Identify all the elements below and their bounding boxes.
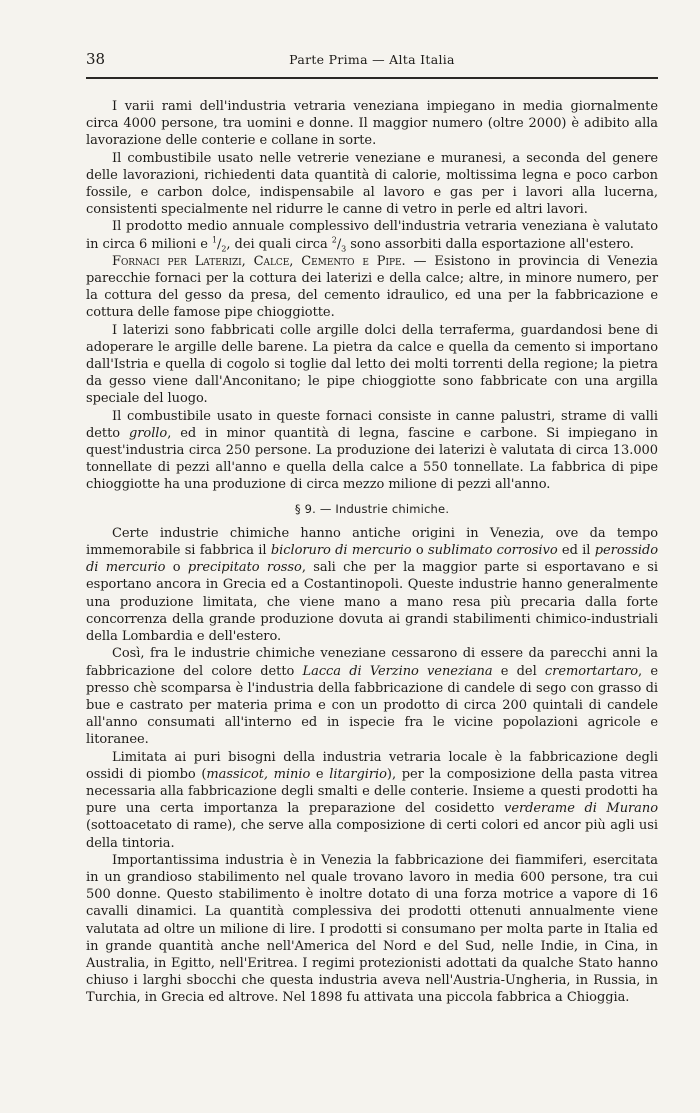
running-head: Parte Prima — Alta Italia <box>289 52 455 67</box>
italic-term: perossido di mercurio <box>86 543 658 576</box>
italic-term: bicloruro di mercurio <box>270 543 412 559</box>
paragraph-ceased-industries <box>86 645 658 748</box>
italic-term: precipitato rosso <box>187 560 302 576</box>
text-run: , e presso chè scomparsa è l'industria della fabbricazione di candele di sego con grasso di bue e castrato per materia prima e con un prodotto di circa 200 quintali di candele all'anno consumati all'interno ed in ispecie fra le vicine popolazioni agricole e litoranee. <box>86 663 659 748</box>
page-header <box>86 50 658 72</box>
paragraph-chemical-origins <box>86 525 658 645</box>
text-run: (sottoacetato di rame), che serve alla composizione di certi colori ed ancor più agli usi della tintoria. <box>86 818 658 851</box>
text-run: ), per la composizione della pasta vitrea necessaria alla fabbricazione degli smalti e delle conterie. Insieme a questi prodotti ha pure una certa importanza la preparazione del cosidetto <box>86 766 658 817</box>
text-run: e del <box>492 663 545 679</box>
paragraph-glass-fuel: Il combustibile usato nelle vetrerie veneziane e muranesi, a seconda del genere delle lavorazioni, richiedenti data quantità di calorie, moltissima legna e poco carbon fossile, e carbon dolce, indispensabile al lavoro e gas per i lavori alla lucerna, consistenti specialmente nel ridurre le canne di vetro in perle ed altri lavori. <box>86 150 658 218</box>
text-run: sono assorbiti dalla esportazione all'estero. <box>346 236 634 252</box>
text-run: Limitata ai puri bisogni della industria vetraria locale è la fabbricazione degli ossidi di piombo ( <box>86 749 658 782</box>
italic-term: sublimato corrosivo <box>427 543 558 559</box>
paragraph-furnace-fuel <box>86 408 658 494</box>
italic-term: grollo <box>128 425 168 441</box>
text-run: , sali che per la maggior parte si esportavano e si esportano ancora in Grecia ed a Costantinopoli. Queste industrie hanno generalmente una produzione limitata, che viene mano a mano resa più precaria dalla forte concorrenza della grande produzione dovuta ai grandi stabilimenti chimico-industriali della Lombardia e dell'estero. <box>86 560 659 645</box>
text-run: e <box>310 766 330 782</box>
italic-term: litargirio <box>329 766 387 782</box>
text-run: Il combustibile usato in queste fornaci consiste in canne palustri, strame di valli detto <box>86 408 658 441</box>
text-run: , ed in minor quantità di legna, fascine e carbone. Si impiegano in quest'industria circa 250 persone. La produzione dei laterizi è valutata di circa 13.000 tonnellate di pezzi all'anno e quella della calce a 550 tonnellate. La fabbrica di pipe chioggiotte ha una produzione di circa mezzo milione di pezzi all'anno. <box>86 425 658 493</box>
text-run: — Esistono in provincia di Venezia parecchie fornaci per la cottura dei laterizi e della calce; altre, in minore numero, per la cottura del gesso da presa, del cemento idraulico, ed una per la fabbricazione e cottura delle famose pipe chioggiotte. <box>86 253 659 321</box>
paragraph-glass-production: Il prodotto medio annuale complessivo dell'industria vetraria veneziana è valutato in circa 6 milioni e $^1/_2$, dei quali circa $^2/_3$ sono assorbiti dalla esportazione all'estero. <box>86 219 658 254</box>
page-number: 38 <box>86 50 106 68</box>
paragraph-glass-workers: I varii rami dell'industria vetraria veneziana impiegano in media giornalmente circa 4000 persone, tra uomini e donne. Il maggior numero (oltre 2000) è adibito alla lavorazione delle conterie e collane in sorte. <box>86 99 658 149</box>
italic-term: Lacca di Verzino veneziana <box>302 663 493 679</box>
text-run: Certe industrie chimiche hanno antiche origini in Venezia, ove da tempo immemorabile si fabbrica il <box>86 525 658 559</box>
text-run: , dei quali circa <box>226 236 332 252</box>
italic-term: cremortartaro <box>544 663 639 679</box>
text-run: ed il <box>557 543 595 559</box>
body-text <box>86 98 658 1007</box>
fraction-denominator: 3 <box>341 244 347 254</box>
paragraph-lead-oxides <box>86 749 658 852</box>
paragraph-matches: Importantissima industria è in Venezia la fabbricazione dei fiammiferi, esercitata in un grandioso stabilimento nel quale trovano lavoro in media 600 persone, tra cui 500 donne. Questo stabilimento è inoltre dotato di una forza motrice a vapore di 16 cavalli dinamici. La quantità complessiva dei prodotti ottenuti annualmente viene valutata ad oltre un milione di lire. I prodotti si consumano per molta parte in Italia ed in grande quantità anche nell'America del Nord e del Sud, nelle Indie, in Cina, in Australia, in Egitto, nell'Eritrea. I regimi protezionisti adottati da qualche Stato hanno chiuso i larghi sbocchi che questa industria aveva nell'Austria-Ungheria, in Russia, in Turchia, in Grecia ed altrove. Nel 1898 fu attivata una piccola fabbrica a Chioggia. <box>86 852 658 1006</box>
fraction-numerator: 2 <box>331 235 337 245</box>
fraction-numerator: 1 <box>211 235 217 245</box>
header-rule <box>86 77 658 79</box>
italic-term: massicot, minio <box>206 766 311 782</box>
section-title: § 9. — Industrie chimiche. <box>294 501 450 516</box>
paragraph-bricks: I laterizi sono fabbricati colle argille dolci della terraferma, guardandosi bene di adoperare le argille delle barene. La pietra da calce e quella da cemento si importano dall'Istria e quella di cogolo si toglie dal letto dei molti torrenti della regione; la pietra da gesso viene dall'Anconitano; le pipe chioggiotte sono fabbricate con una argilla speciale del luogo. <box>86 322 658 407</box>
paragraph-furnaces <box>86 253 658 322</box>
text-run: Il prodotto medio annuale complessivo dell'industria vetraria veneziana è valutato in circa 6 milioni e <box>86 219 658 252</box>
text-run: Così, fra le industrie chimiche veneziane cessarono di essere da parecchi anni la fabbricazione del colore detto <box>86 646 658 679</box>
text-run: o <box>411 543 428 559</box>
fraction-denominator: 2 <box>221 244 227 254</box>
furnaces-heading: Fornaci per Laterizi, Calce, Cemento e Pipe. <box>112 253 406 269</box>
text-run: o <box>165 560 188 576</box>
italic-term: verderame di Murano <box>504 801 658 817</box>
